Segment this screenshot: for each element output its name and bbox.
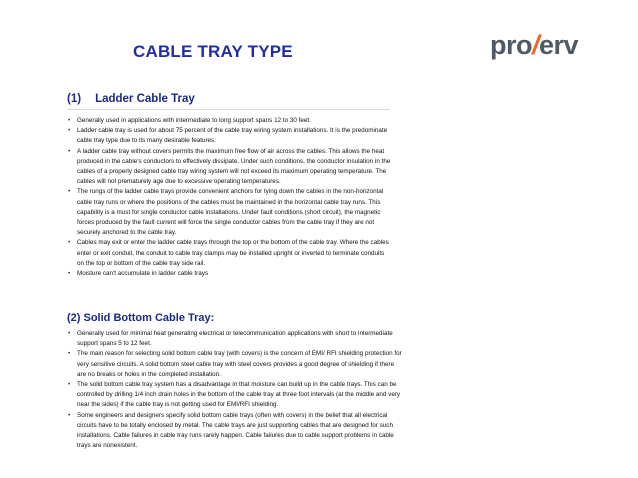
list-item: • The main reason for selecting solid bottom cable tray (with covers) is the concern of EMI/ RFI shielding protection for very sensitive circuits. A solid bottom steel cable tray with steel covers provides a good degree of shielding if there are no breaks or holes in the completed installation. [67, 349, 403, 380]
section1-bullet-list [67, 116, 393, 279]
section2-heading: (2) Solid Bottom Cable Tray: [67, 312, 215, 324]
section1-heading-number: (1) [67, 93, 82, 105]
section1-heading-text: Ladder Cable Tray [95, 93, 195, 105]
list-item: • Some engineers and designers specify solid bottom cable trays (often with covers) in the belief that all electrical circuits have to be totally enclosed by metal. The cable trays are just supporting cables that are designed for such installations. Cable failures in cable tray runs rarely happen. Cable failures due to cable support problems in cable trays are nonexistent. [67, 411, 403, 452]
list-item: • Ladder cable tray is used for about 75 percent of the cable tray wiring system installations. It is the predominate cable tray type due to its many desirable features: [67, 126, 393, 146]
list-item: • Cables may exit or enter the ladder cable trays through the top or the bottom of the cable tray. Where the cables enter or exit conduit, the conduit to cable tray clamps may be installed upright or inverted to terminate conduits on the top or bottom of the cable tray side rail. [67, 238, 393, 269]
list-item: • Moisture can't accumulate in ladder cable trays [67, 269, 393, 279]
section1-divider [67, 109, 390, 110]
proserv-logo [490, 30, 578, 61]
section1-heading [67, 93, 195, 105]
section2-bullet-list [67, 329, 403, 451]
list-item: • Generally used in applications with intermediate to long support spans 12 to 30 feet. [67, 116, 393, 126]
logo-text-erv: erv [539, 30, 579, 60]
logo-slash: / [532, 30, 540, 60]
list-item: • A ladder cable tray without covers permits the maximum free flow of air across the cables. This allows the heat produced in the cable's conductors to effectively dissipate. Under such conditions, the conductor insulation in the cables of a properly designed cable tray wiring system will not exceed its maximum operating temperature. The cables will not prematurely age due to excessive operating temperatures. [67, 147, 393, 188]
logo-text-pro: pro [490, 30, 532, 60]
page-title: CABLE TRAY TYPE [133, 42, 293, 61]
list-item: • The solid bottom cable tray system has a disadvantage in that moisture can build up in the cable trays. This can be controlled by drilling 1/4 inch drain holes in the bottom of the cable tray at three foot intervals (at the middle and very near the sides) if the cable tray is not getting used for EMI/RFI shielding. [67, 380, 403, 411]
list-item: • The rungs of the ladder cable trays provide convenient anchors for tying down the cables in the non-horizontal cable tray runs or where the positions of the cables must be maintained in the horizontal cable tray runs. This capability is a must for single conductor cable installations. Under fault conditions (short circuit), the magnetic forces produced by the fault current will force the single conductor cables from the cable tray if they are not securely anchored to the cable tray. [67, 187, 393, 238]
list-item: • Generally used for minimal heat generating electrical or telecommunication applications with short to intermediate support spans 5 to 12 feet. [67, 329, 403, 349]
